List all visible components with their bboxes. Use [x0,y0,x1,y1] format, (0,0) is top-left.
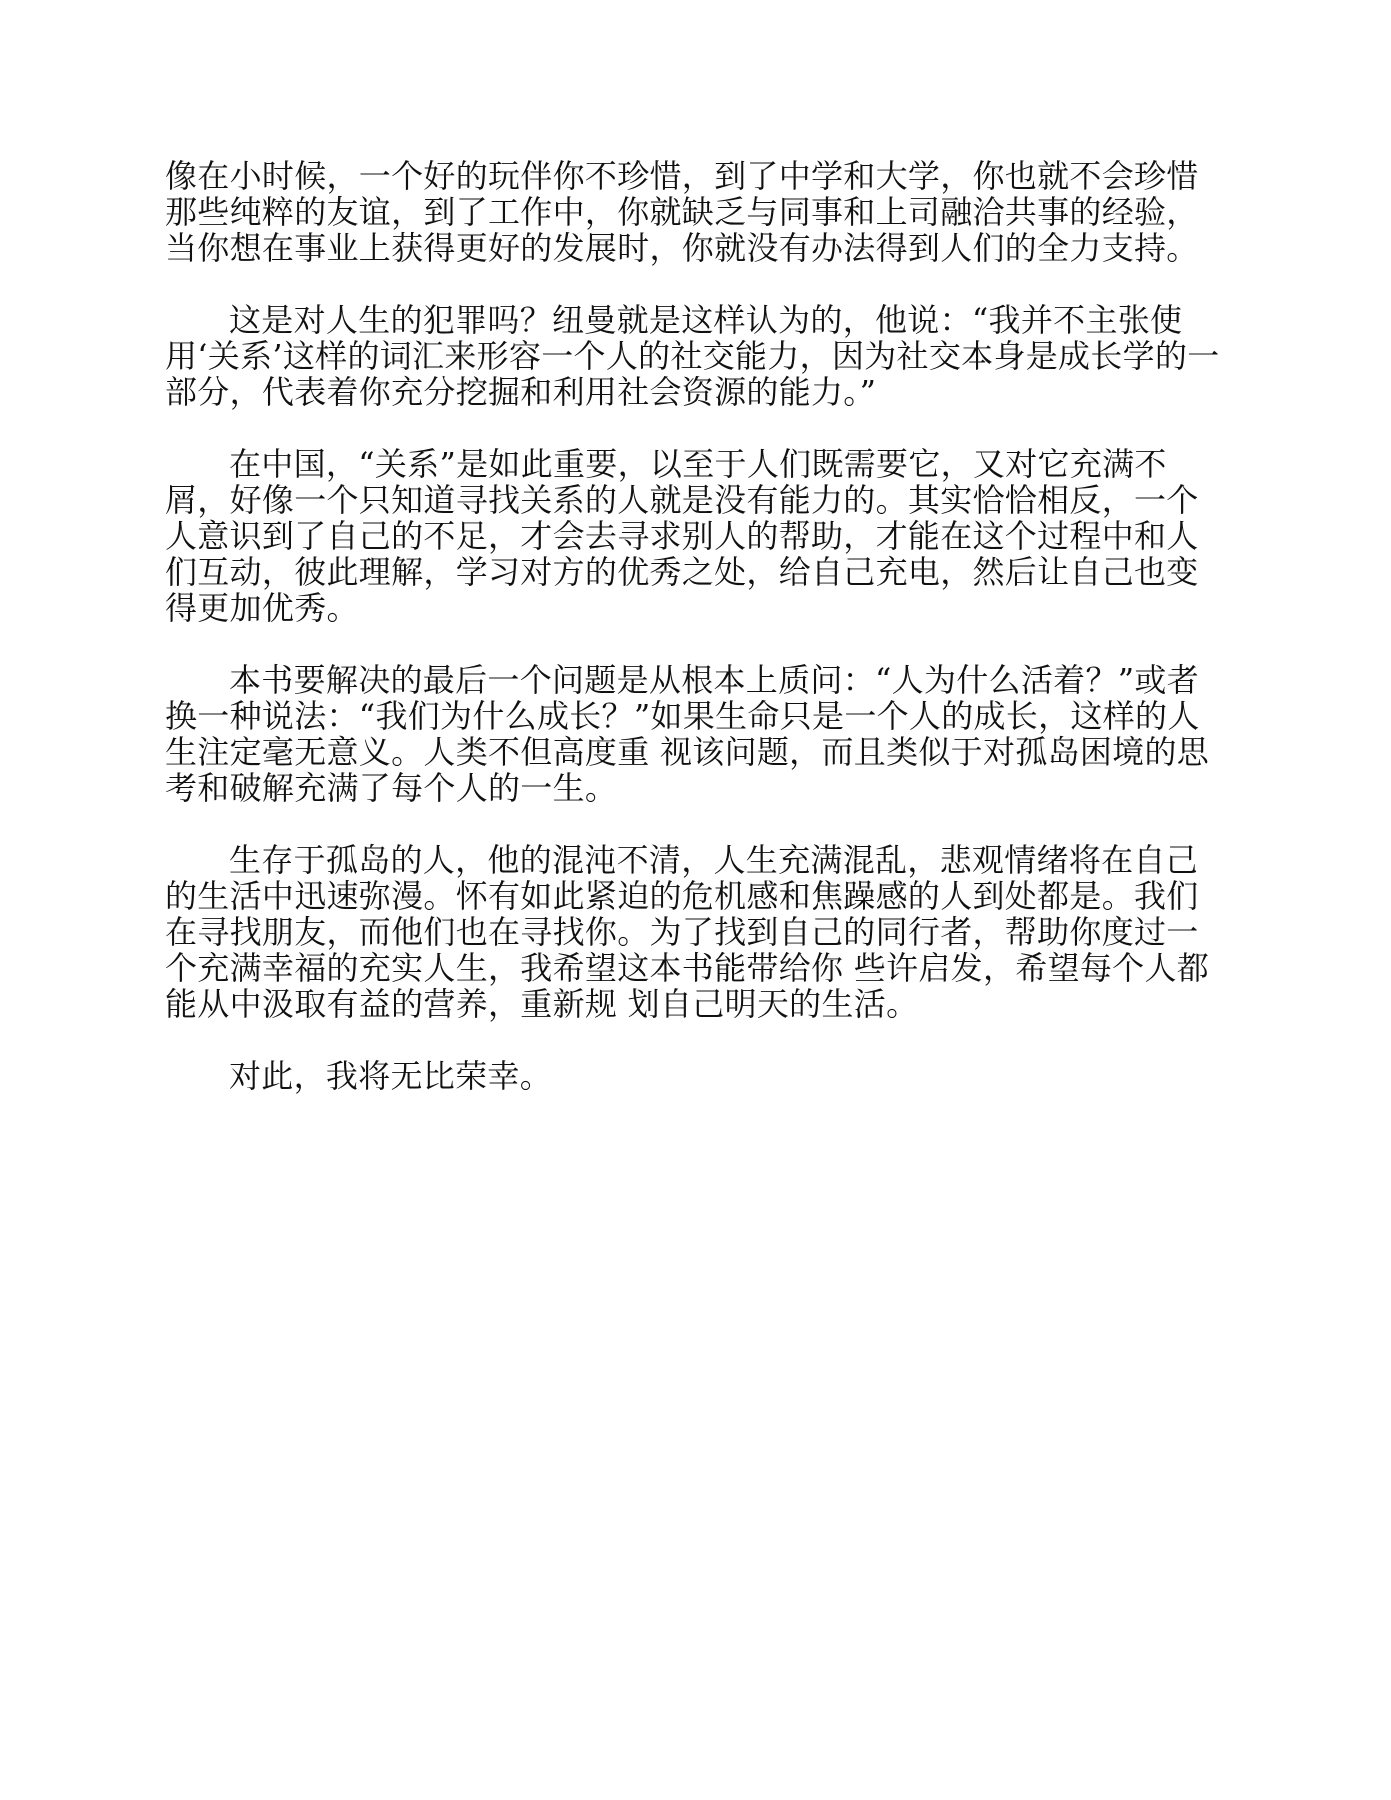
body-text [165,158,1225,1130]
paragraph-2: 这是对人生的犯罪吗？纽曼就是这样认为的，他说：“我并不主张使用‘关系’这样的词汇来形容一个人的社交能力，因为社交本身是成长学的一部分，代表着你充分挖掘和利用社会资源的能力。” [165,301,1220,411]
paragraph-1: 像在小时候，一个好的玩伴你不珍惜，到了中学和大学，你也就不会珍惜那些纯粹的友谊，到了工作中，你就缺乏与同事和上司融洽共事的经验，当你想在事业上获得更好的发展时，你就没有办法得到人们的全力支持。 [165,157,1199,267]
paragraph-6: 对此，我将无比荣幸。 [229,1057,553,1095]
paragraph-3: 在中国，“关系”是如此重要，以至于人们既需要它，又对它充满不屑，好像一个只知道寻找关系的人就是没有能力的。其实恰恰相反，一个人意识到了自己的不足，才会去寻求别人的帮助，才能在这个过程中和人们互动，彼此理解，学习对方的优秀之处，给自己充电，然后让自己也变得更加优秀。 [165,445,1199,627]
paragraph-5: 生存于孤岛的人，他的混沌不清，人生充满混乱，悲观情绪将在自己的生活中迅速弥漫。怀有如此紧迫的危机感和焦躁感的人到处都是。我们在寻找朋友，而他们也在寻找你。为了找到自己的同行者，帮助你度过一个充满幸福的充实人生，我希望这本书能带给你 些许启发，希望每个人都能从中汲取有益的营养，重新规 划自己明天的生活。 [165,841,1210,1023]
paragraph-4: 本书要解决的最后一个问题是从根本上质问：“人为什么活着？”或者换一种说法：“我们为什么成长？”如果生命只是一个人的成长，这样的人生注定毫无意义。人类不但高度重 视该问题，而且类似于对孤岛困境的思考和破解充满了每个人的一生。 [165,661,1210,807]
